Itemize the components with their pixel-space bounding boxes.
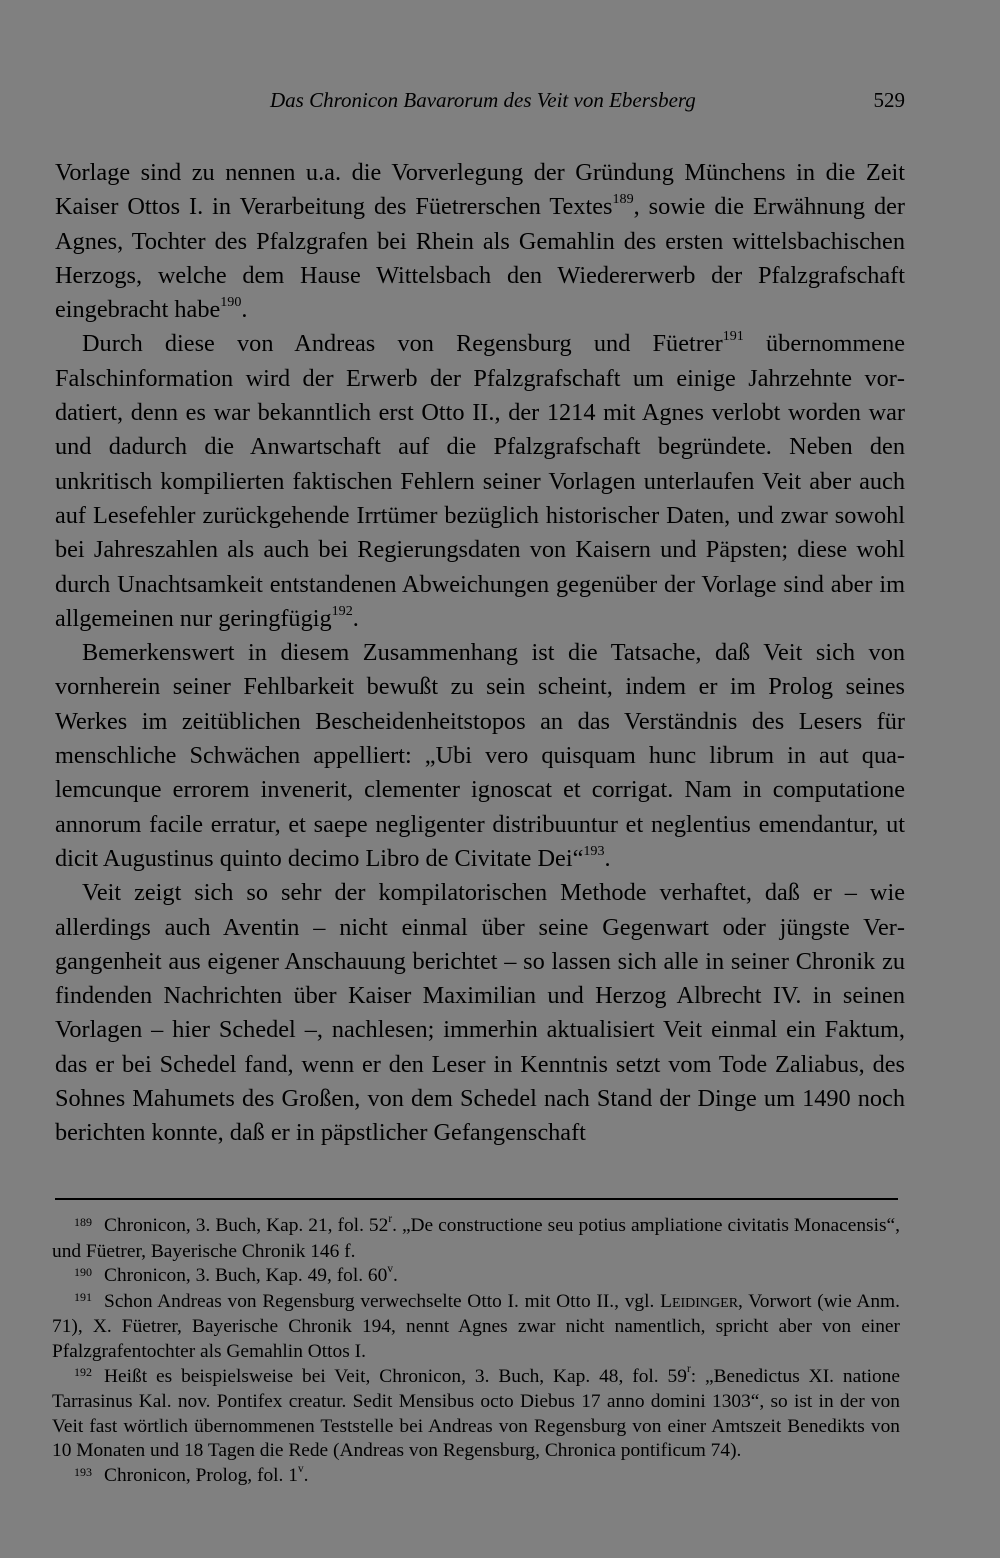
- text-run: .: [303, 1464, 309, 1486]
- footnote: [52, 1290, 900, 1365]
- footnotes: [52, 1214, 900, 1490]
- footnote-separator: [55, 1198, 898, 1200]
- text-run: Chronicon, Prolog, fol. 1: [104, 1464, 298, 1486]
- text-run: Durch diese von Andreas von Regensburg und Füetrer: [82, 330, 723, 358]
- text-run: : „Benedictus XI. natione Tarrasinus Kal. nov. Pontifex creatur. Sedit Mensibus octo Diebus 17 anno domini 1303“, so ist in der von Veit fast wörtlich übernommenen Teststelle bei Andreas von Regensburg von einer Amtszeit Benedikts von 10 Monaten und 18 Tagen die Rede (Andreas von Regensburg, Chronica pontificum 74).: [52, 1365, 900, 1462]
- footnote-number: 191: [74, 1290, 93, 1305]
- text-run: . „De constructione seu potius ampliatione civitatis Monacensis“, und Füetrer, Bayerische Chronik 146 f.: [52, 1215, 900, 1262]
- footnote-number: 192: [74, 1365, 93, 1380]
- text-run: .: [241, 296, 248, 324]
- footnote: [52, 1464, 900, 1490]
- footnote: [52, 1365, 900, 1464]
- footnote-ref: 190: [220, 293, 242, 310]
- footnote-ref: 193: [583, 842, 605, 859]
- text-run: Veit zeigt sich so sehr der kompilatorischen Methode verhaftet, daß er – wie allerdings auch Aventin – nicht einmal über seine Gegenwart oder jüngste Vergangenheit aus eigener Anschauung berichtet – so lassen sich alle in seiner Chronik zu findenden Nachrichten über Kaiser Maximilian und Herzog Albrecht IV. in seinen Vorlagen – hier Schedel –, nachlesen; immerhin aktualisiert Veit einmal ein Faktum, das er bei Schedel fand, wenn er den Leser in Kenntnis setzt vom Tode Zaliabus, des Sohnes Mahumets des Großen, von dem Schedel nach Stand der Dinge um 1490 noch berichten konnte, daß er in päpstlicher Gefangenschaft: [55, 879, 905, 1147]
- running-title: Das Chronicon Bavarorum des Veit von Ebersberg: [270, 88, 696, 112]
- folio-side: v: [387, 1263, 393, 1276]
- text-run: .: [604, 844, 611, 872]
- paragraph: [55, 156, 905, 327]
- text-run: Chronicon, 3. Buch, Kap. 21, fol. 52: [104, 1215, 389, 1236]
- page-header: [55, 88, 905, 118]
- folio-side: v: [297, 1462, 304, 1475]
- text-run: , sowie die Erwähnung der Agnes, Tochter des Pfalzgrafen bei Rhein als Gemahlin des ersten wittelsbachischen Herzogs, welche dem Hause Wittelsbach den Wiedererwerb der Pfalzgrafschaft eingebracht habe: [55, 193, 905, 324]
- text-run: übernommene Falschinformation wird der Erwerb der Pfalzgrafschaft um einige Jahrzehnte vordatiert, denn es war bekanntlich erst Otto II., der 1214 mit Agnes verlobt worden war und dadurch die Anwartschaft auf die Pfalzgrafschaft begründete. Neben den unkritisch kompilierten faktischen Fehlern seiner Vorlagen unterlaufen Veit aber auch auf Lesefehler zurückgehende Irrtümer bezüglich historischer Daten, und zwar sowohl bei Jahreszahlen als auch bei Regierungsdaten von Kaisern und Päpsten; diese wohl durch Unachtsamkeit entstandenen Abweichungen gegenüber der Vorlage sind aber im allgemeinen nur geringfügig: [55, 330, 905, 632]
- author-name: Leidinger: [660, 1290, 739, 1312]
- folio-side: r: [388, 1212, 393, 1225]
- text-run: , Vorwort (wie Anm. 71), X. Füetrer, Bayerische Chronik 194, nennt Agnes zwar nicht namentlich, spricht aber von einer Pfalzgrafentochter als Gemahlin Ottos I.: [52, 1290, 900, 1362]
- text-run: .: [392, 1265, 398, 1287]
- footnote: [52, 1214, 900, 1264]
- text-run: Chronicon, 3. Buch, Kap. 49, fol. 60: [104, 1265, 388, 1287]
- footnote-ref: 192: [331, 602, 353, 619]
- text-run: Bemerkenswert in diesem Zusammenhang ist die Tatsache, daß Veit sich von vornherein seiner Fehlbarkeit bewußt zu sein scheint, indem er im Prolog seines Werkes im zeitüblichen Bescheidenheitstopos an das Verständnis des Lesers für menschliche Schwächen appelliert: „Ubi vero quisquam hunc librum in aut qualemcunque errorem invenerit, clementer ignoscat et corrigat. Nam in computatione annorum facile erratur, et saepe negligenter distribuuntur et neglentius emendantur, ut dicit Augustinus quinto decimo Libro de Civitate Dei“: [55, 639, 905, 872]
- folio-side: r: [686, 1363, 691, 1376]
- text-run: .: [352, 604, 359, 632]
- text-run: Schon Andreas von Regensburg verwechselte Otto I. mit Otto II., vgl.: [104, 1290, 661, 1312]
- paragraph: [55, 327, 905, 636]
- footnote-number: 190: [74, 1264, 93, 1279]
- footnote-ref: 189: [612, 191, 634, 208]
- footnote-number: 189: [74, 1214, 93, 1229]
- footnote-number: 193: [74, 1464, 93, 1479]
- text-run: Heißt es beispielsweise bei Veit, Chronicon, 3. Buch, Kap. 48, fol. 59: [104, 1365, 687, 1387]
- text-run: Vorlage sind zu nennen u.a. die Vorverlegung der Gründung Münchens in die Zeit Kaiser Ottos I. in Verarbeitung des Füetrerschen Textes: [55, 159, 905, 221]
- footnote: [52, 1264, 900, 1290]
- paragraph: [55, 876, 905, 1150]
- main-text: [55, 156, 905, 1151]
- page-number: 529: [873, 88, 905, 112]
- footnote-ref: 191: [722, 328, 744, 345]
- paragraph: [55, 636, 905, 876]
